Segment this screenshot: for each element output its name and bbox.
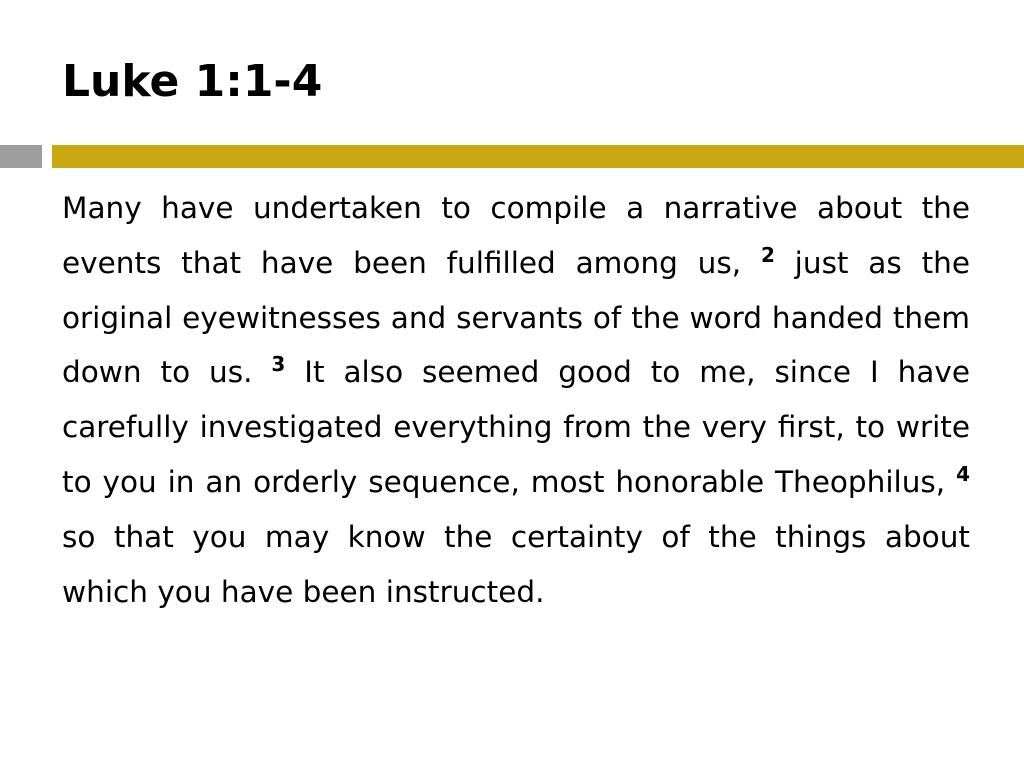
passage-text: so that you may know the certainty of the things about which you have been instructed. [62, 519, 970, 609]
passage-text: just as the original eyewitnesses and servants of the word handed them down to us. [62, 245, 970, 390]
verse-number: 3 [271, 352, 286, 377]
accent-bar [52, 145, 1024, 168]
slide-title: Luke 1:1-4 [62, 56, 323, 107]
passage-text: It also seemed good to me, since I have carefully investigated everything from the very first, to write to you in an orderly sequence, most honorable Theophilus, [62, 355, 970, 499]
scripture-passage [62, 181, 970, 619]
passage-text: Many have undertaken to compile a narrative about the events that have been fulfilled among us, [62, 191, 970, 280]
accent-block [0, 145, 42, 168]
verse-number: 4 [956, 461, 970, 486]
verse-number: 2 [760, 242, 775, 267]
